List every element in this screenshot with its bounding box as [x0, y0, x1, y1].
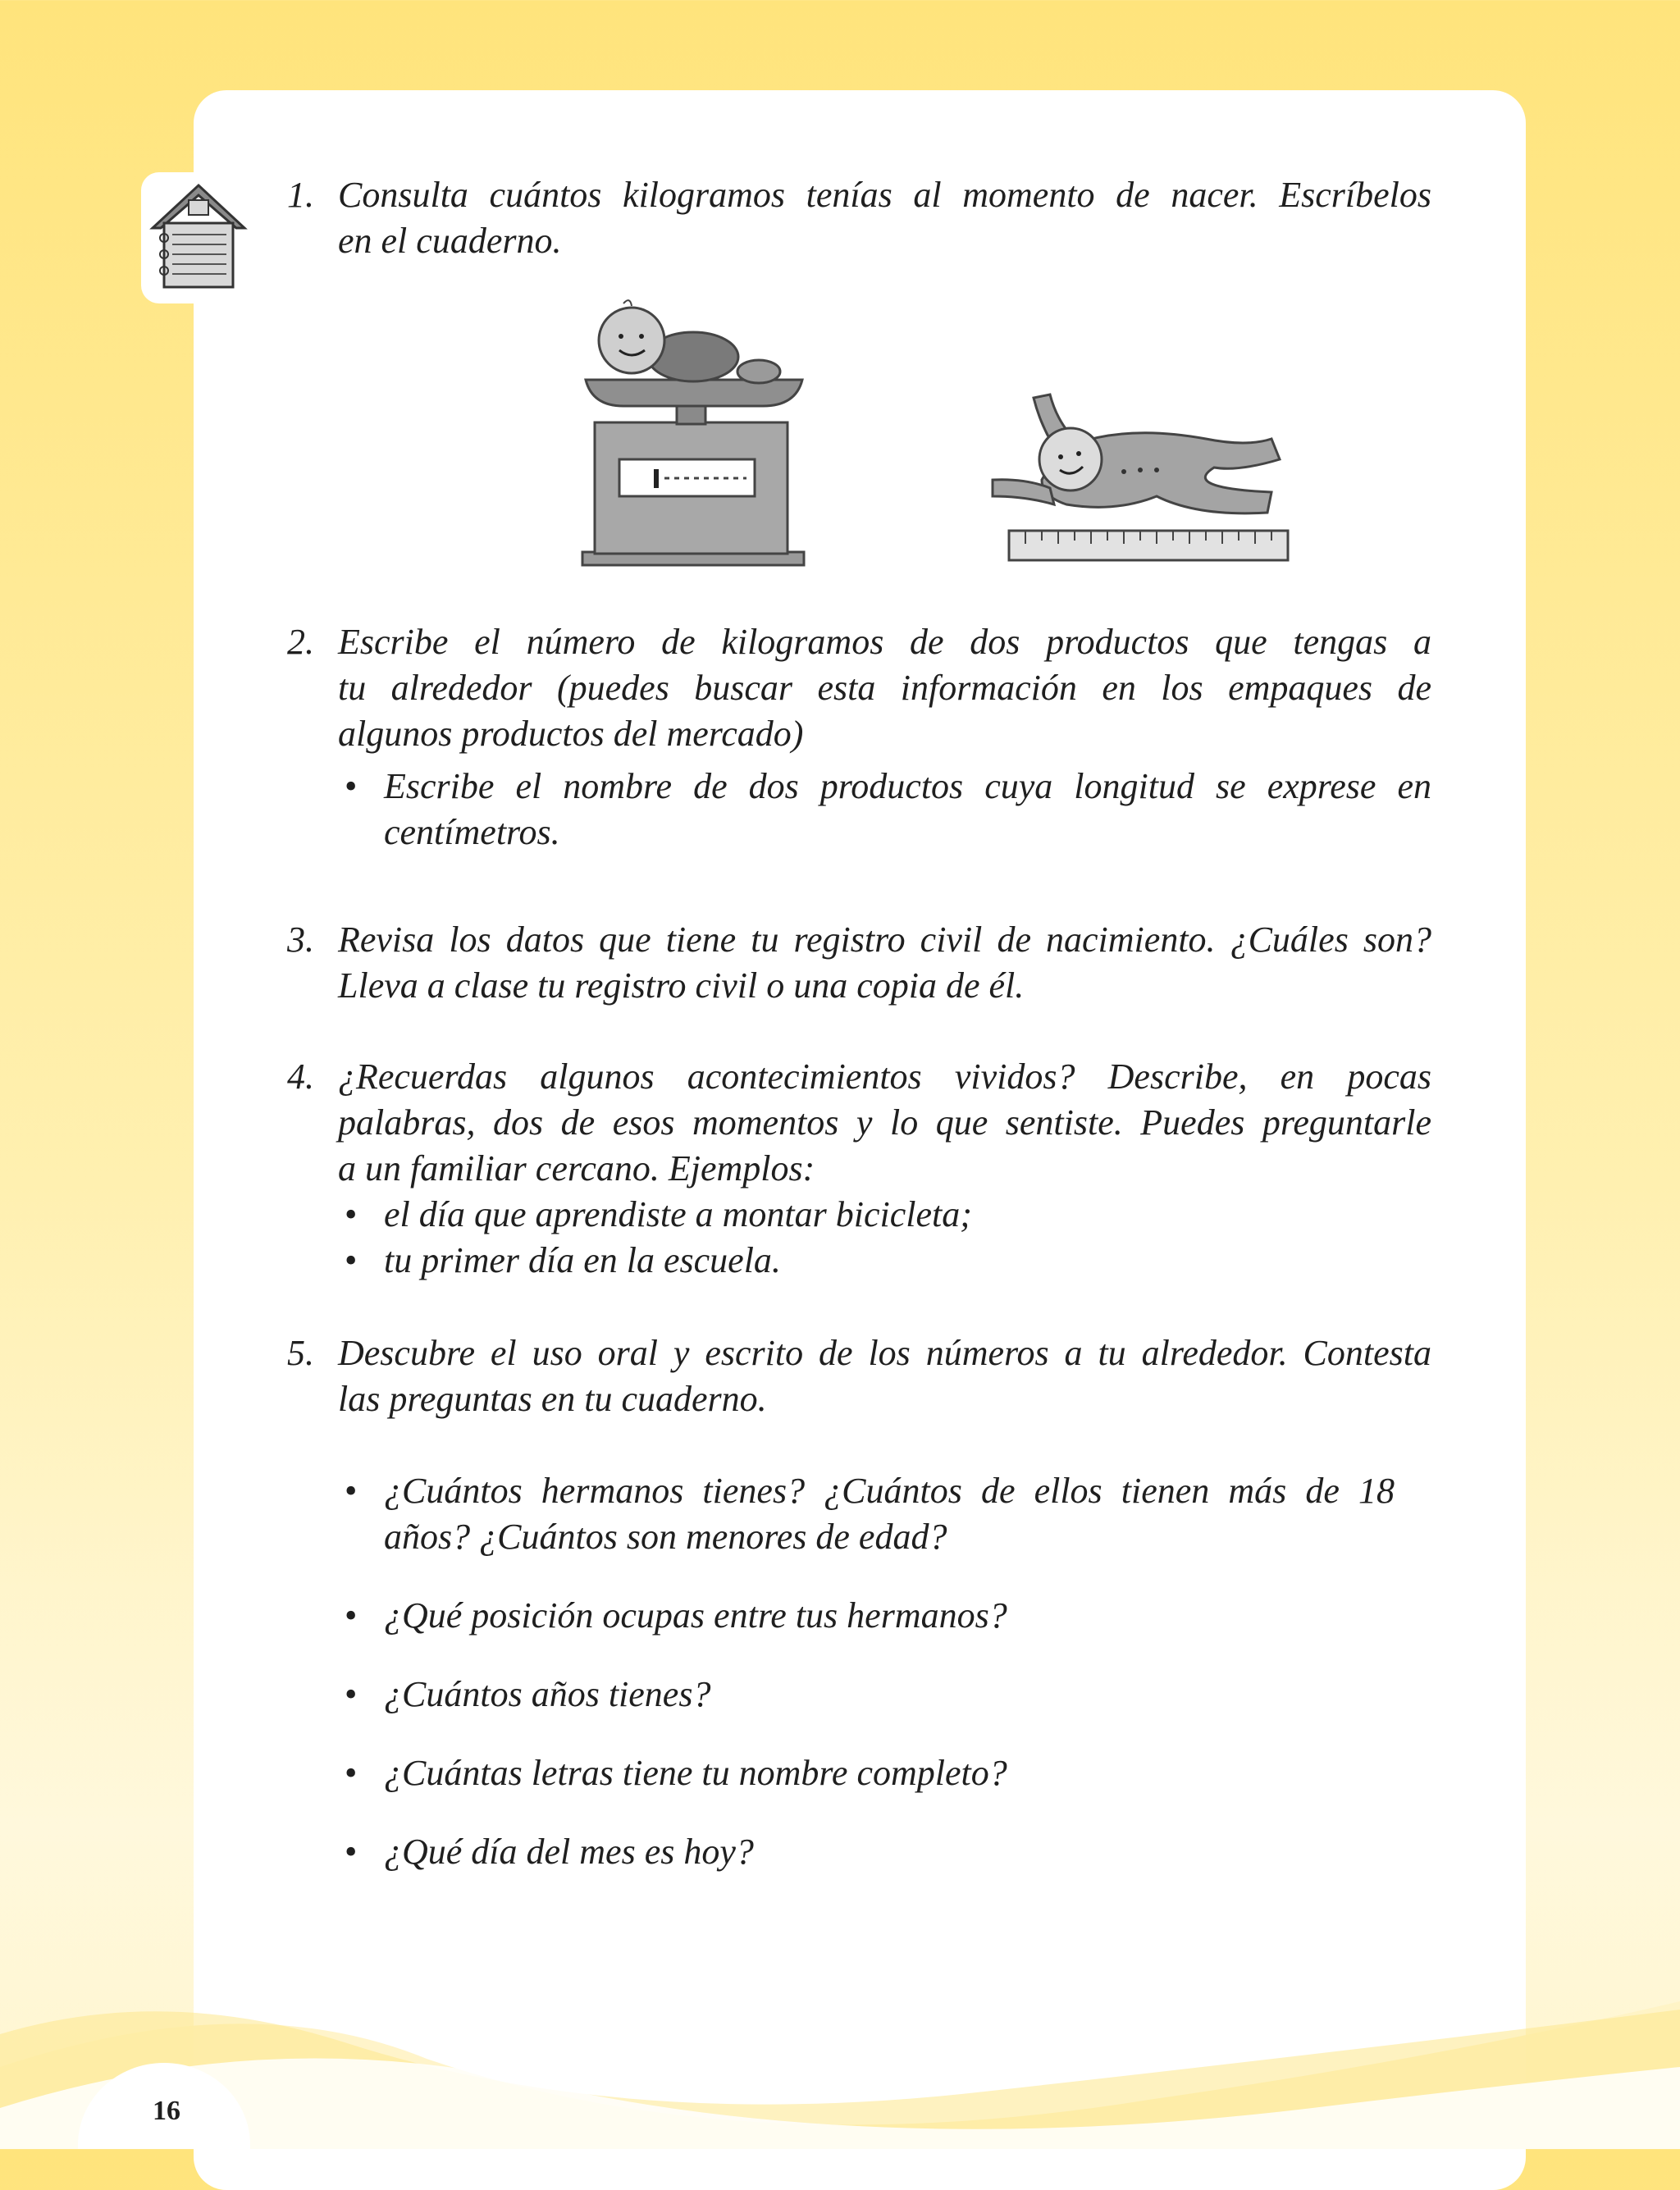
baby-on-scale-illustration	[574, 291, 812, 570]
bullet-text-line: ¿Cuántos hermanos tienes? ¿Cuántos de ellos tienen más de 18	[384, 1471, 1395, 1511]
bullet-glyph: •	[345, 1753, 358, 1793]
activity-item-1	[287, 172, 1431, 264]
item-text-line: Escribe el número de kilogramos de dos productos que tengas a	[338, 622, 1431, 662]
item-number: 3.	[287, 919, 314, 960]
item-text-line: ¿Recuerdas algunos acontecimientos vividos? Describe, en pocas	[338, 1056, 1431, 1097]
item-number: 2.	[287, 622, 314, 662]
baby-on-ruler-illustration	[968, 381, 1312, 566]
bullet-glyph: •	[345, 1471, 358, 1511]
item-text-line: las preguntas en tu cuaderno.	[338, 1379, 767, 1419]
page-number: 16	[153, 2096, 180, 2126]
bullet-item	[345, 1593, 1431, 1639]
bullet-item	[345, 1238, 1431, 1284]
item-text-line: palabras, dos de esos momentos y lo que sentiste. Puedes preguntarle	[338, 1102, 1431, 1143]
bullet-text-line: años? ¿Cuántos son menores de edad?	[384, 1517, 947, 1557]
bullet-glyph: •	[345, 766, 358, 806]
item-text-line: algunos productos del mercado)	[338, 714, 804, 754]
bullet-item	[345, 1468, 1431, 1560]
bullet-text-line: ¿Qué posición ocupas entre tus hermanos?	[384, 1595, 1007, 1636]
bullet-item	[345, 1192, 1431, 1238]
bullet-text-line: ¿Cuántas letras tiene tu nombre completo?	[384, 1753, 1007, 1793]
bullet-glyph: •	[345, 1194, 358, 1234]
bullet-item	[345, 1829, 1431, 1875]
bullet-glyph: •	[345, 1240, 358, 1280]
bullet-glyph: •	[345, 1832, 358, 1872]
notebook-house-icon	[148, 180, 250, 291]
item-text-line: en el cuaderno.	[338, 221, 562, 261]
item-text-line: Descubre el uso oral y escrito de los números a tu alrededor. Contesta	[338, 1333, 1431, 1373]
item-number: 5.	[287, 1333, 314, 1373]
bullet-text-line: ¿Cuántos años tienes?	[384, 1674, 711, 1714]
item-text-line: Lleva a clase tu registro civil o una copia de él.	[338, 965, 1025, 1006]
bullet-text-line: ¿Qué día del mes es hoy?	[384, 1832, 754, 1872]
item-number: 4.	[287, 1056, 314, 1097]
activity-item-5	[287, 1330, 1431, 1875]
item-number: 1.	[287, 175, 314, 215]
activity-item-3	[287, 917, 1431, 1009]
item-text-line: Consulta cuántos kilogramos tenías al momento de nacer. Escríbelos	[338, 175, 1431, 215]
bullet-item	[345, 1672, 1431, 1718]
bullet-text-line: el día que aprendiste a montar bicicleta;	[384, 1194, 972, 1234]
bottom-wave-decoration	[0, 1969, 1680, 2149]
bullet-item	[345, 764, 1431, 855]
bullet-text-line: centímetros.	[384, 812, 560, 852]
activity-item-2	[287, 619, 1431, 855]
item-text-line: tu alrededor (puedes buscar esta información en los empaques de	[338, 668, 1431, 708]
bullet-glyph: •	[345, 1674, 358, 1714]
activity-item-4	[287, 1054, 1431, 1284]
bullet-text-line: Escribe el nombre de dos productos cuya longitud se exprese en	[384, 766, 1431, 806]
item-text-line: Revisa los datos que tiene tu registro civil de nacimiento. ¿Cuáles son?	[338, 919, 1431, 960]
bullet-item	[345, 1750, 1431, 1796]
item-text-line: a un familiar cercano. Ejemplos:	[338, 1148, 815, 1189]
bullet-text-line: tu primer día en la escuela.	[384, 1240, 781, 1280]
bullet-glyph: •	[345, 1595, 358, 1636]
